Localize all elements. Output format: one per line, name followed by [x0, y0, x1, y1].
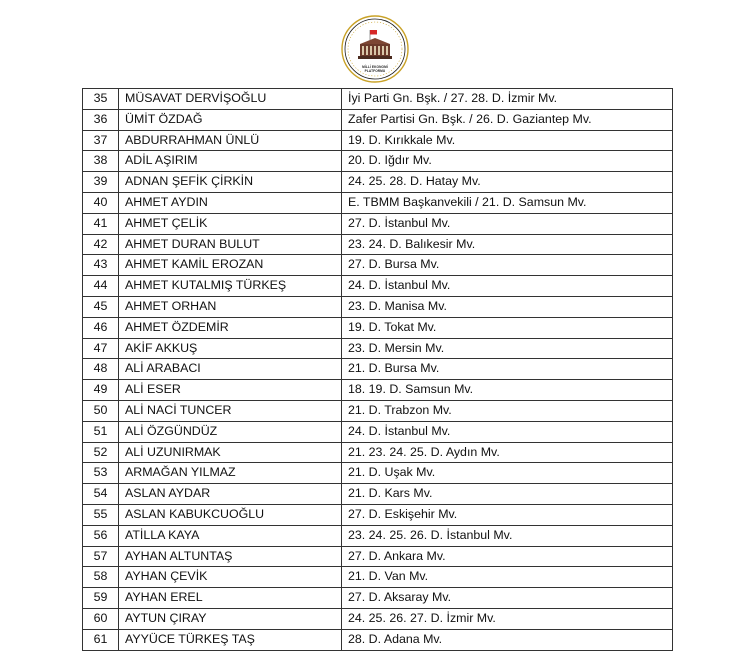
table-row — [83, 89, 673, 110]
table-row — [83, 608, 673, 629]
member-role: 21. D. Trabzon Mv. — [342, 400, 673, 421]
table-row — [83, 484, 673, 505]
member-role: 18. 19. D. Samsun Mv. — [342, 380, 673, 401]
row-number: 46 — [83, 317, 119, 338]
member-name: AHMET KAMİL EROZAN — [119, 255, 342, 276]
table-row — [83, 255, 673, 276]
member-role: Zafer Partisi Gn. Bşk. / 26. D. Gaziantep Mv. — [342, 109, 673, 130]
member-name: AYHAN EREL — [119, 588, 342, 609]
member-role: 27. D. Aksaray Mv. — [342, 588, 673, 609]
row-number: 50 — [83, 400, 119, 421]
member-name: ADNAN ŞEFİK ÇİRKİN — [119, 172, 342, 193]
member-name: AHMET DURAN BULUT — [119, 234, 342, 255]
member-name: AYYÜCE TÜRKEŞ TAŞ — [119, 629, 342, 650]
member-role: 24. 25. 28. D. Hatay Mv. — [342, 172, 673, 193]
members-table-body — [83, 89, 673, 651]
table-row — [83, 172, 673, 193]
logo-text-line1: MİLLİ EKONOMİ — [362, 65, 388, 69]
table-row — [83, 109, 673, 130]
member-name: AYTUN ÇIRAY — [119, 608, 342, 629]
table-row — [83, 130, 673, 151]
member-name: ASLAN AYDAR — [119, 484, 342, 505]
table-row — [83, 338, 673, 359]
member-name: MÜSAVAT DERVİŞOĞLU — [119, 89, 342, 110]
table-row — [83, 629, 673, 650]
member-name: ALİ ÖZGÜNDÜZ — [119, 421, 342, 442]
table-row — [83, 567, 673, 588]
member-role: 21. D. Kars Mv. — [342, 484, 673, 505]
member-name: ALİ NACİ TUNCER — [119, 400, 342, 421]
member-name: ABDURRAHMAN ÜNLÜ — [119, 130, 342, 151]
row-number: 53 — [83, 463, 119, 484]
member-role: 23. 24. D. Balıkesir Mv. — [342, 234, 673, 255]
member-name: ALİ ARABACI — [119, 359, 342, 380]
table-row — [83, 296, 673, 317]
table-row — [83, 276, 673, 297]
member-role: 19. D. Tokat Mv. — [342, 317, 673, 338]
table-row — [83, 359, 673, 380]
member-name: ALİ UZUNIRMAK — [119, 442, 342, 463]
table-row — [83, 234, 673, 255]
row-number: 56 — [83, 525, 119, 546]
table-row — [83, 151, 673, 172]
row-number: 61 — [83, 629, 119, 650]
member-role: E. TBMM Başkanvekili / 21. D. Samsun Mv. — [342, 192, 673, 213]
row-number: 37 — [83, 130, 119, 151]
member-name: AYHAN ALTUNTAŞ — [119, 546, 342, 567]
row-number: 40 — [83, 192, 119, 213]
member-name: AYHAN ÇEVİK — [119, 567, 342, 588]
row-number: 49 — [83, 380, 119, 401]
row-number: 35 — [83, 89, 119, 110]
member-name: AHMET ÖZDEMİR — [119, 317, 342, 338]
member-role: 20. D. Iğdır Mv. — [342, 151, 673, 172]
member-role: 27. D. İstanbul Mv. — [342, 213, 673, 234]
member-role: 27. D. Eskişehir Mv. — [342, 504, 673, 525]
member-role: 24. D. İstanbul Mv. — [342, 421, 673, 442]
logo-text-line2: PLATFORMU — [364, 68, 386, 73]
member-name: ADİL AŞIRIM — [119, 151, 342, 172]
row-number: 41 — [83, 213, 119, 234]
row-number: 44 — [83, 276, 119, 297]
row-number: 43 — [83, 255, 119, 276]
row-number: 58 — [83, 567, 119, 588]
member-role: 27. D. Bursa Mv. — [342, 255, 673, 276]
member-name: AHMET ÇELİK — [119, 213, 342, 234]
logo — [340, 14, 410, 84]
member-role: 21. D. Van Mv. — [342, 567, 673, 588]
member-role: 23. D. Manisa Mv. — [342, 296, 673, 317]
member-name: ARMAĞAN YILMAZ — [119, 463, 342, 484]
member-name: ALİ ESER — [119, 380, 342, 401]
row-number: 55 — [83, 504, 119, 525]
member-role: 24. D. İstanbul Mv. — [342, 276, 673, 297]
row-number: 36 — [83, 109, 119, 130]
member-role: 21. D. Bursa Mv. — [342, 359, 673, 380]
logo-text — [340, 66, 410, 73]
table-row — [83, 380, 673, 401]
row-number: 38 — [83, 151, 119, 172]
row-number: 57 — [83, 546, 119, 567]
row-number: 54 — [83, 484, 119, 505]
table-row — [83, 463, 673, 484]
member-name: ASLAN KABUKCUOĞLU — [119, 504, 342, 525]
table-row — [83, 421, 673, 442]
table-row — [83, 588, 673, 609]
table-row — [83, 317, 673, 338]
member-role: 27. D. Ankara Mv. — [342, 546, 673, 567]
member-name: ATİLLA KAYA — [119, 525, 342, 546]
parliament-building-emblem-icon — [340, 14, 410, 84]
member-name: AHMET KUTALMIŞ TÜRKEŞ — [119, 276, 342, 297]
row-number: 48 — [83, 359, 119, 380]
member-role: 23. D. Mersin Mv. — [342, 338, 673, 359]
row-number: 45 — [83, 296, 119, 317]
table-row — [83, 525, 673, 546]
member-role: 21. 23. 24. 25. D. Aydın Mv. — [342, 442, 673, 463]
member-role: 23. 24. 25. 26. D. İstanbul Mv. — [342, 525, 673, 546]
member-role: İyi Parti Gn. Bşk. / 27. 28. D. İzmir Mv. — [342, 89, 673, 110]
member-name: AHMET ORHAN — [119, 296, 342, 317]
member-role: 24. 25. 26. 27. D. İzmir Mv. — [342, 608, 673, 629]
table-row — [83, 192, 673, 213]
row-number: 52 — [83, 442, 119, 463]
row-number: 51 — [83, 421, 119, 442]
row-number: 60 — [83, 608, 119, 629]
row-number: 42 — [83, 234, 119, 255]
table-row — [83, 546, 673, 567]
member-role: 21. D. Uşak Mv. — [342, 463, 673, 484]
members-table — [82, 88, 673, 651]
row-number: 59 — [83, 588, 119, 609]
member-role: 28. D. Adana Mv. — [342, 629, 673, 650]
table-row — [83, 504, 673, 525]
member-name: ÜMİT ÖZDAĞ — [119, 109, 342, 130]
member-name: AKİF AKKUŞ — [119, 338, 342, 359]
row-number: 47 — [83, 338, 119, 359]
table-row — [83, 400, 673, 421]
member-name: AHMET AYDIN — [119, 192, 342, 213]
table-row — [83, 442, 673, 463]
table-row — [83, 213, 673, 234]
member-role: 19. D. Kırıkkale Mv. — [342, 130, 673, 151]
row-number: 39 — [83, 172, 119, 193]
